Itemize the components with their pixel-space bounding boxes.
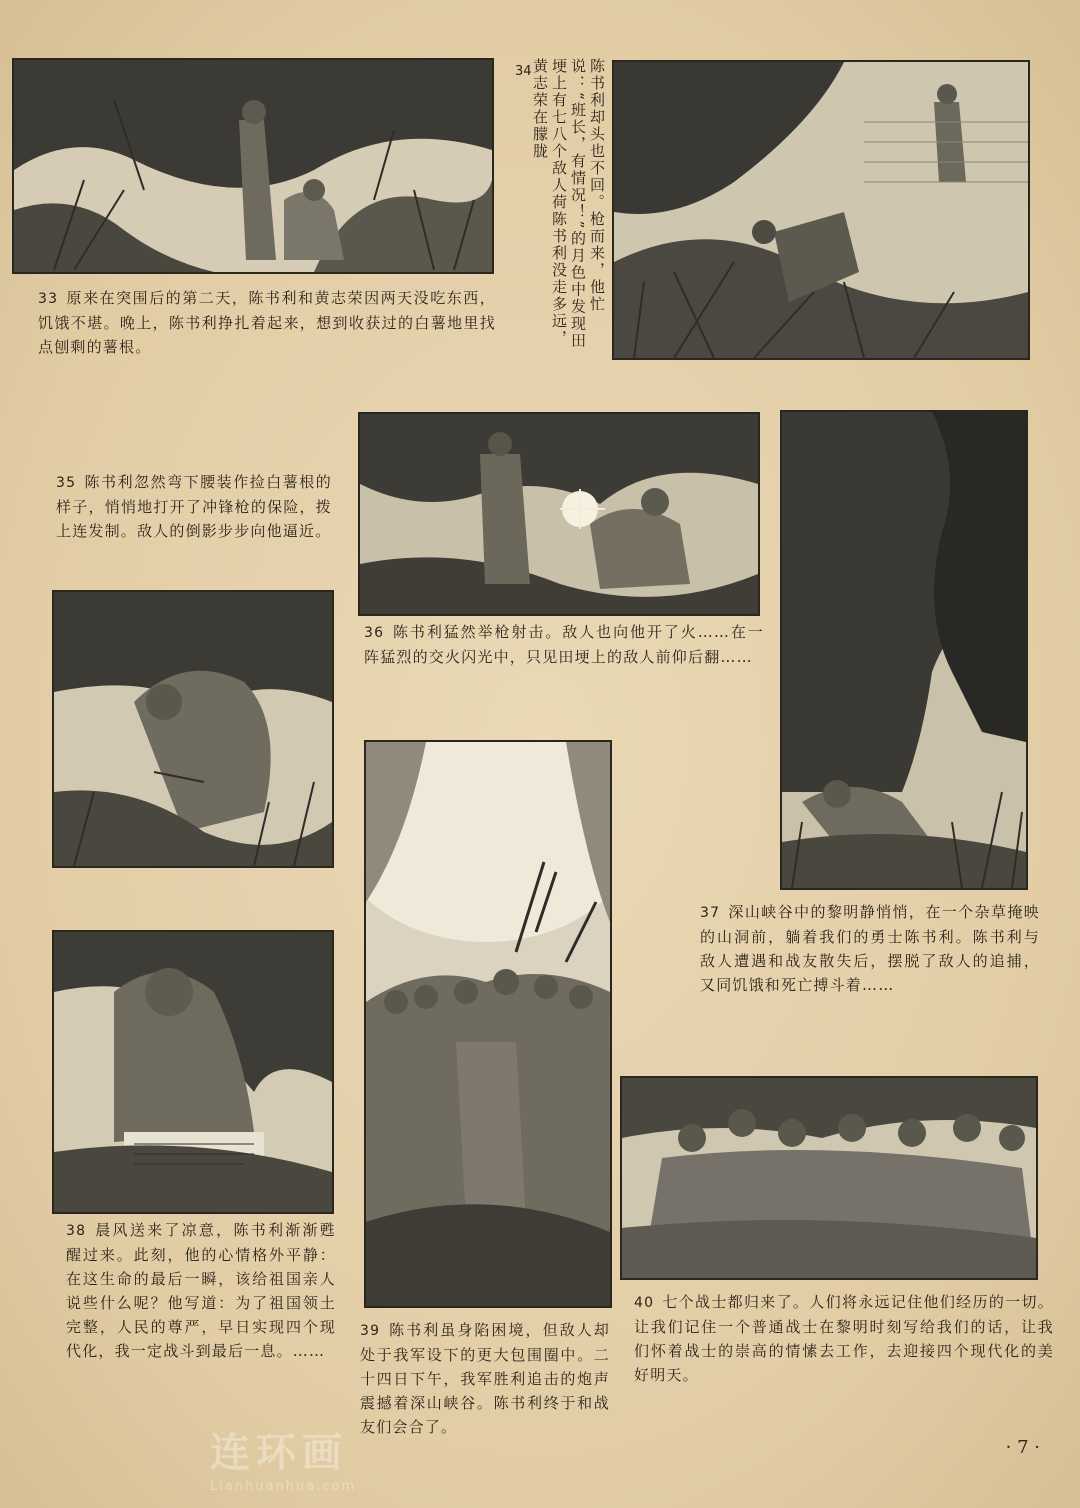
caption-38 (66, 1218, 336, 1363)
panel-35-illustration (52, 590, 334, 868)
panel-36-illustration (358, 412, 760, 616)
panel-34-illustration (612, 60, 1030, 360)
panel-40-illustration (620, 1076, 1038, 1280)
caption-34-number: 34 (515, 64, 532, 79)
caption-number: 33 (38, 291, 59, 307)
caption-39 (360, 1318, 610, 1439)
caption-37 (700, 900, 1040, 997)
watermark-logo: 连环画 (210, 1430, 348, 1476)
caption-36 (364, 620, 764, 669)
caption-35 (56, 470, 332, 543)
caption-text: 晨风送来了凉意，陈书利渐渐甦醒过来。此刻，他的心情格外平静：在这生命的最后一瞬，该给祖国亲人说些什么呢？他写道：为了祖国领土完整，人民的尊严，早日实现四个现代化，我一定战斗到最后一息。…… (66, 1221, 336, 1360)
caption-text: 七个战士都归来了。人们将永远记住他们经历的一切。让我们记住一个普通战士在黎明时刻写给我们的话，让我们怀着战士的崇高的情愫去工作，去迎接四个现代化的美好明天。 (634, 1293, 1054, 1384)
panel-39-illustration (364, 740, 612, 1308)
caption-text: 陈书利却头也不回。枪而来，他忙说：“班长，有情况！”的月色中发现田埂上有七八个敌人荷陈书利没走多远，黄志荣在朦胧 (531, 58, 606, 350)
page-number: · 7 · (1005, 1437, 1040, 1458)
caption-number: 36 (364, 625, 385, 641)
panel-37-illustration (780, 410, 1028, 890)
watermark-url: Lianhuanhua.com (210, 1479, 357, 1494)
caption-number: 37 (700, 905, 721, 921)
caption-number: 39 (360, 1323, 381, 1339)
caption-text: 陈书利虽身陷困境，但敌人却处于我军设下的更大包围圈中。二十四日下午，我军胜利追击的炮声震撼着深山峡谷。陈书利终于和战友们会合了。 (360, 1321, 610, 1436)
caption-text: 陈书利猛然举枪射击。敌人也向他开了火……在一阵猛烈的交火闪光中，只见田埂上的敌人前仰后翻…… (364, 623, 764, 666)
caption-number: 38 (66, 1223, 87, 1239)
caption-number: 40 (634, 1295, 655, 1311)
caption-40 (634, 1290, 1054, 1387)
caption-number: 35 (56, 475, 77, 491)
caption-33 (38, 286, 496, 359)
caption-text: 原来在突围后的第二天，陈书利和黄志荣因两天没吃东西，饥饿不堪。晚上，陈书利挣扎着起来，想到收获过的白薯地里找点刨剩的薯根。 (38, 289, 496, 356)
caption-text: 陈书利忽然弯下腰装作捡白薯根的样子，悄悄地打开了冲锋枪的保险，拨上连发制。敌人的倒影步步向他逼近。 (56, 473, 332, 540)
panel-38-illustration (52, 930, 334, 1214)
caption-34 (510, 58, 606, 358)
caption-text: 深山峡谷中的黎明静悄悄，在一个杂草掩映的山洞前，躺着我们的勇士陈书利。陈书利与敌人遭遇和战友散失后，摆脱了敌人的追捕，又同饥饿和死亡搏斗着…… (700, 903, 1040, 994)
panel-33-illustration (12, 58, 494, 274)
